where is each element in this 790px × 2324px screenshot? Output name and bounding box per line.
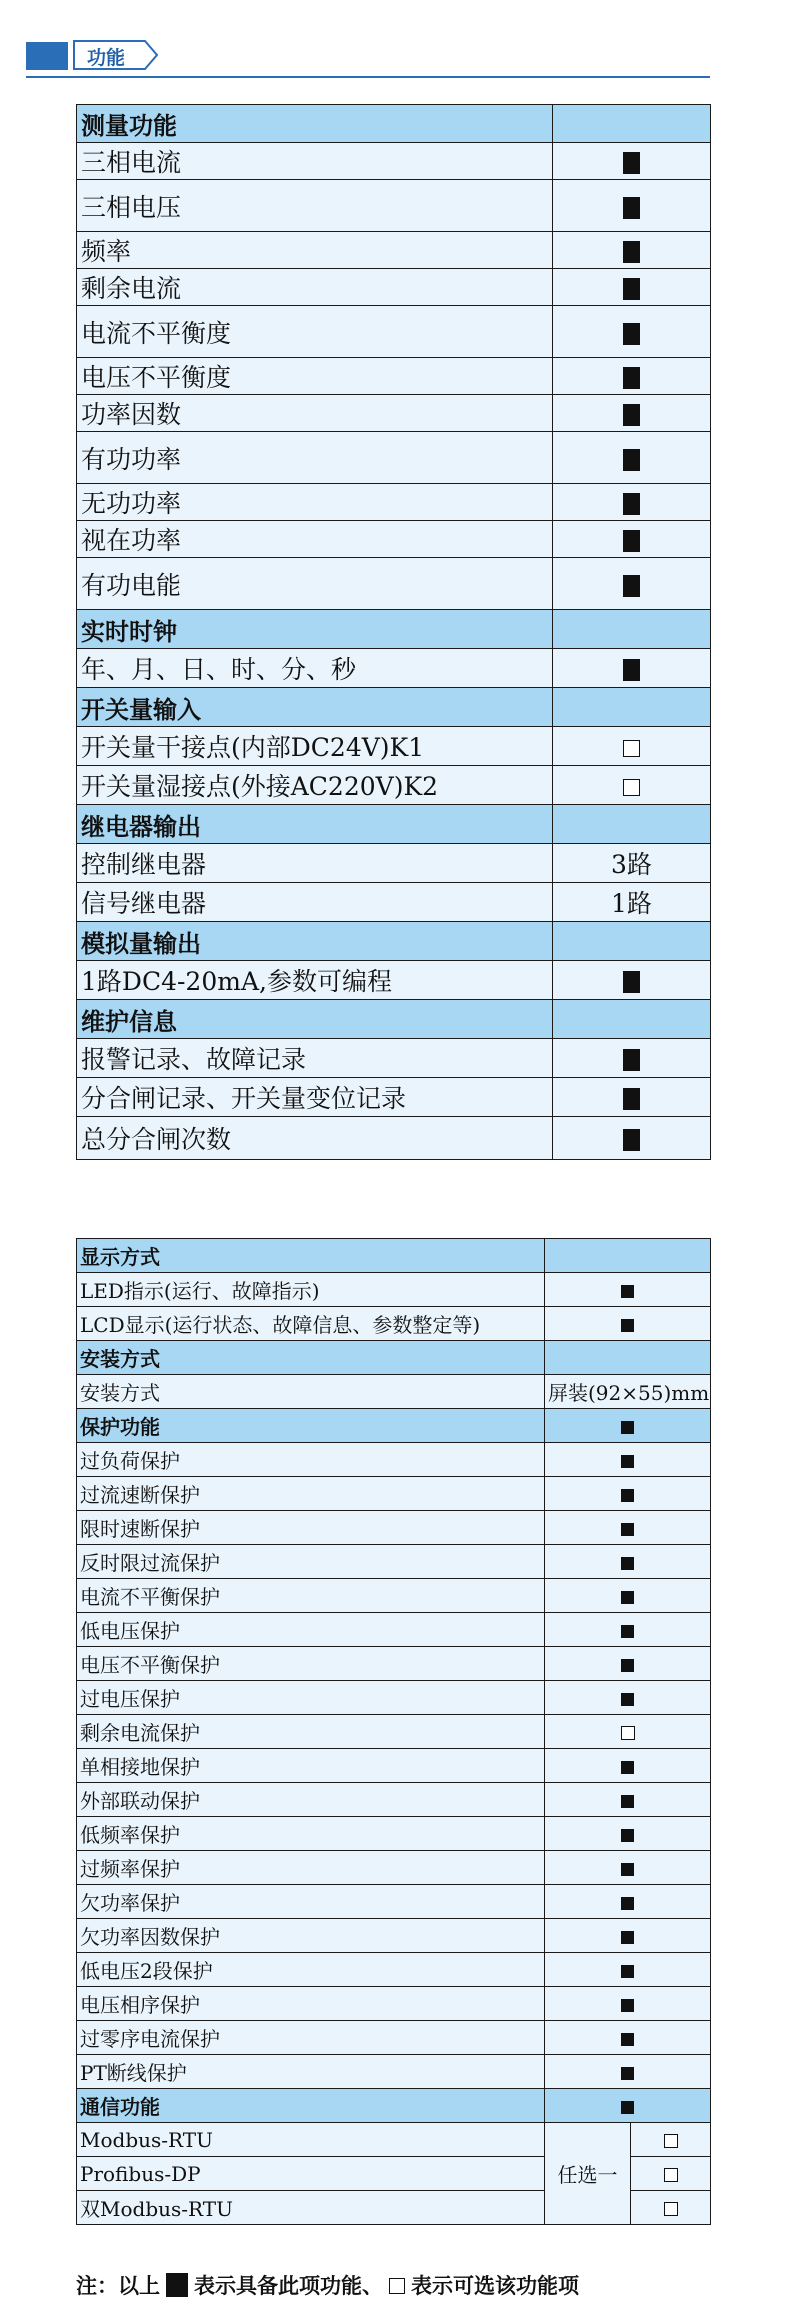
- feature-value: [545, 2021, 711, 2055]
- filled-square-icon: [621, 1761, 634, 1774]
- filled-square-icon: [621, 1795, 634, 1808]
- display-protection-table: [76, 1238, 711, 2225]
- measurement-function-table: [76, 104, 711, 1160]
- table-row: [77, 1851, 711, 1885]
- feature-value: [553, 306, 711, 358]
- feature-value: [553, 269, 711, 306]
- table-row: [77, 395, 711, 432]
- table-row: [77, 1375, 711, 1409]
- header-accent-bar: [26, 42, 68, 70]
- empty-square-icon: [664, 2134, 678, 2148]
- feature-value: [553, 1000, 711, 1039]
- filled-square-icon: [623, 323, 640, 345]
- table-row: [77, 1477, 711, 1511]
- feature-value: [545, 1681, 711, 1715]
- feature-value: [553, 766, 711, 805]
- feature-value: [553, 521, 711, 558]
- feature-value: [545, 2055, 711, 2089]
- feature-label: 分合闸记录、开关量变位记录: [77, 1078, 553, 1117]
- table-row: [77, 1987, 711, 2021]
- feature-label: 过电压保护: [77, 1681, 545, 1715]
- section-title: 保护功能: [77, 1409, 545, 1443]
- feature-label: 视在功率: [77, 521, 553, 558]
- filled-square-icon: [621, 1285, 634, 1298]
- feature-label: 欠功率保护: [77, 1885, 545, 1919]
- table-row: [77, 306, 711, 358]
- table-row: [77, 432, 711, 484]
- feature-label: LCD显示(运行状态、故障信息、参数整定等): [77, 1307, 545, 1341]
- feature-label: 总分合闸次数: [77, 1117, 553, 1160]
- filled-square-icon: [621, 1591, 634, 1604]
- feature-value: [553, 105, 711, 143]
- section-title: 显示方式: [77, 1239, 545, 1273]
- feature-label: 有功功率: [77, 432, 553, 484]
- feature-value: [545, 1239, 711, 1273]
- section-title: 继电器输出: [77, 805, 553, 844]
- feature-label: 低电压保护: [77, 1613, 545, 1647]
- feature-value: [553, 232, 711, 269]
- note-empty-text: 表示可选该功能项: [411, 2274, 579, 2298]
- filled-square-icon: [623, 1129, 640, 1151]
- table-row: [77, 1613, 711, 1647]
- feature-label: 电压不平衡保护: [77, 1647, 545, 1681]
- feature-value: [545, 1443, 711, 1477]
- choose-one-label: 任选一: [545, 2123, 631, 2225]
- feature-label: 开关量湿接点(外接AC220V)K2: [77, 766, 553, 805]
- section-title: 通信功能: [77, 2089, 545, 2123]
- filled-square-icon: [621, 1489, 634, 1502]
- feature-label: PT断线保护: [77, 2055, 545, 2089]
- filled-square-icon: [621, 1999, 634, 2012]
- table-row: [77, 1443, 711, 1477]
- section-row: [77, 1239, 711, 1273]
- note-filled-text: 表示具备此项功能、: [194, 2274, 383, 2298]
- table-row: [77, 727, 711, 766]
- feature-value: [553, 922, 711, 961]
- empty-square-icon: [664, 2202, 678, 2216]
- feature-label: 三相电流: [77, 143, 553, 180]
- section-row: [77, 2089, 711, 2123]
- filled-square-icon: [621, 1319, 634, 1332]
- feature-value: [545, 1885, 711, 1919]
- feature-label: 电流不平衡度: [77, 306, 553, 358]
- table-row: [77, 1715, 711, 1749]
- section-title: 维护信息: [77, 1000, 553, 1039]
- filled-square-icon: [621, 2033, 634, 2046]
- section-title: 安装方式: [77, 1341, 545, 1375]
- feature-label: 1路DC4-20mA,参数可编程: [77, 961, 553, 1000]
- filled-square-icon: [621, 1863, 634, 1876]
- table-row: [77, 883, 711, 922]
- feature-value: [553, 484, 711, 521]
- feature-value: 屏装(92×55)mm: [545, 1375, 711, 1409]
- section-title: 模拟量输出: [77, 922, 553, 961]
- feature-label: 过零序电流保护: [77, 2021, 545, 2055]
- table-row: [77, 2021, 711, 2055]
- feature-label: 有功电能: [77, 558, 553, 610]
- filled-square-icon: [623, 575, 640, 597]
- feature-value: [545, 1749, 711, 1783]
- feature-value: [545, 1987, 711, 2021]
- feature-value: [553, 358, 711, 395]
- section-row: [77, 922, 711, 961]
- feature-label: 电压相序保护: [77, 1987, 545, 2021]
- table-row: [77, 180, 711, 232]
- section-header: [26, 38, 710, 78]
- filled-square-icon: [621, 2101, 634, 2114]
- feature-value: [553, 180, 711, 232]
- filled-square-icon: [623, 1049, 640, 1071]
- filled-square-icon: [621, 1421, 634, 1434]
- feature-value: [553, 727, 711, 766]
- table-row: [77, 484, 711, 521]
- feature-value: [553, 961, 711, 1000]
- filled-square-icon: [621, 1625, 634, 1638]
- header-rule: [26, 76, 710, 78]
- section-row: [77, 1000, 711, 1039]
- filled-square-icon: [623, 449, 640, 471]
- feature-label: 三相电压: [77, 180, 553, 232]
- section-tag: [73, 40, 159, 68]
- section-title: 测量功能: [77, 105, 553, 143]
- feature-label: 频率: [77, 232, 553, 269]
- feature-value: [545, 1919, 711, 1953]
- table-row: [77, 1817, 711, 1851]
- filled-square-icon: [623, 278, 640, 300]
- feature-value: [545, 1579, 711, 1613]
- protocol-label: 双Modbus-RTU: [77, 2191, 545, 2225]
- table-row: [77, 961, 711, 1000]
- feature-value: [545, 1783, 711, 1817]
- feature-label: 电流不平衡保护: [77, 1579, 545, 1613]
- feature-value: [553, 558, 711, 610]
- feature-label: 信号继电器: [77, 883, 553, 922]
- table-row: [77, 1307, 711, 1341]
- feature-label: 外部联动保护: [77, 1783, 545, 1817]
- feature-label: 过频率保护: [77, 1851, 545, 1885]
- filled-square-icon: [623, 493, 640, 515]
- feature-value: [553, 395, 711, 432]
- feature-value: [553, 1117, 711, 1160]
- feature-label: 剩余电流保护: [77, 1715, 545, 1749]
- feature-label: 低频率保护: [77, 1817, 545, 1851]
- table-row: [77, 1953, 711, 1987]
- section-row: [77, 1341, 711, 1375]
- protocol-mark: [631, 2123, 711, 2157]
- protocol-label: Modbus-RTU: [77, 2123, 545, 2157]
- feature-value: 1路: [553, 883, 711, 922]
- filled-square-icon: [623, 659, 640, 681]
- filled-square-icon: [621, 2067, 634, 2080]
- section-title: 开关量输入: [77, 688, 553, 727]
- feature-value: [545, 1613, 711, 1647]
- feature-value: [553, 1078, 711, 1117]
- feature-value: [553, 143, 711, 180]
- feature-value: [545, 1307, 711, 1341]
- filled-square-icon: [621, 1829, 634, 1842]
- table-row: [77, 649, 711, 688]
- feature-value: [553, 610, 711, 649]
- section-row: [77, 105, 711, 143]
- feature-value: [545, 1409, 711, 1443]
- filled-square-icon: [623, 367, 640, 389]
- filled-square-icon: [621, 1931, 634, 1944]
- feature-value: [545, 1851, 711, 1885]
- feature-value: [545, 1647, 711, 1681]
- table-row: [77, 143, 711, 180]
- filled-square-icon: [623, 1088, 640, 1110]
- legend-note: [76, 2270, 579, 2300]
- table-row: [77, 844, 711, 883]
- feature-value: [553, 649, 711, 688]
- section-tag-label: 功能: [87, 47, 126, 69]
- feature-label: 限时速断保护: [77, 1511, 545, 1545]
- protocol-label: Profibus-DP: [77, 2157, 545, 2191]
- table-row: [77, 1078, 711, 1117]
- table-row: [77, 1885, 711, 1919]
- feature-label: 低电压2段保护: [77, 1953, 545, 1987]
- table-row: [77, 1039, 711, 1078]
- empty-square-icon: [623, 779, 640, 796]
- section-row: [77, 1409, 711, 1443]
- feature-label: 过流速断保护: [77, 1477, 545, 1511]
- table-row: [77, 232, 711, 269]
- table-row: [77, 1511, 711, 1545]
- filled-square-icon: [623, 404, 640, 426]
- filled-square-icon: [623, 530, 640, 552]
- table-row: [77, 1647, 711, 1681]
- feature-value: [553, 1039, 711, 1078]
- protocol-mark: [631, 2191, 711, 2225]
- feature-value: [545, 1953, 711, 1987]
- table-row: [77, 1749, 711, 1783]
- filled-square-icon: [621, 1523, 634, 1536]
- feature-label: 反时限过流保护: [77, 1545, 545, 1579]
- feature-value: [553, 688, 711, 727]
- table-row: [77, 1117, 711, 1160]
- filled-square-icon: [623, 971, 640, 993]
- protocol-mark: [631, 2157, 711, 2191]
- feature-label: 剩余电流: [77, 269, 553, 306]
- feature-value: [545, 1545, 711, 1579]
- table-row: [77, 1273, 711, 1307]
- feature-value: [545, 1715, 711, 1749]
- feature-label: 单相接地保护: [77, 1749, 545, 1783]
- note-prefix: 注：以上: [76, 2274, 160, 2298]
- feature-label: 功率因数: [77, 395, 553, 432]
- table-row: [77, 2055, 711, 2089]
- feature-value: [545, 1817, 711, 1851]
- table-row: [77, 1681, 711, 1715]
- feature-value: [545, 1511, 711, 1545]
- table-row: [77, 358, 711, 395]
- feature-label: 过负荷保护: [77, 1443, 545, 1477]
- feature-label: LED指示(运行、故障指示): [77, 1273, 545, 1307]
- feature-label: 控制继电器: [77, 844, 553, 883]
- empty-square-icon: [389, 2278, 405, 2294]
- feature-value: [553, 805, 711, 844]
- filled-square-icon: [621, 1659, 634, 1672]
- section-row: [77, 688, 711, 727]
- section-row: [77, 610, 711, 649]
- table-row: [77, 521, 711, 558]
- section-row: [77, 805, 711, 844]
- filled-square-icon: [621, 1897, 634, 1910]
- empty-square-icon: [621, 1726, 635, 1740]
- feature-value: [553, 432, 711, 484]
- filled-square-icon: [621, 1455, 634, 1468]
- section-title: 实时时钟: [77, 610, 553, 649]
- feature-value: 3路: [553, 844, 711, 883]
- feature-label: 电压不平衡度: [77, 358, 553, 395]
- table-row: [77, 1919, 711, 1953]
- table-row: [77, 558, 711, 610]
- filled-square-icon: [623, 152, 640, 174]
- filled-square-icon: [621, 1557, 634, 1570]
- filled-square-icon: [623, 241, 640, 263]
- feature-label: 安装方式: [77, 1375, 545, 1409]
- table-row: [77, 766, 711, 805]
- filled-square-icon: [623, 197, 640, 219]
- feature-value: [545, 1477, 711, 1511]
- feature-label: 年、月、日、时、分、秒: [77, 649, 553, 688]
- feature-label: 开关量干接点(内部DC24V)K1: [77, 727, 553, 766]
- feature-value: [545, 1341, 711, 1375]
- table-row: [77, 1579, 711, 1613]
- empty-square-icon: [664, 2168, 678, 2182]
- empty-square-icon: [623, 740, 640, 757]
- table-row: [77, 269, 711, 306]
- table-row: [77, 1783, 711, 1817]
- feature-label: 无功功率: [77, 484, 553, 521]
- feature-value: [545, 1273, 711, 1307]
- comm-protocol-row: [77, 2123, 711, 2157]
- table-row: [77, 1545, 711, 1579]
- filled-square-icon: [166, 2273, 188, 2297]
- feature-label: 欠功率因数保护: [77, 1919, 545, 1953]
- feature-value: [545, 2089, 711, 2123]
- feature-label: 报警记录、故障记录: [77, 1039, 553, 1078]
- filled-square-icon: [621, 1965, 634, 1978]
- filled-square-icon: [621, 1693, 634, 1706]
